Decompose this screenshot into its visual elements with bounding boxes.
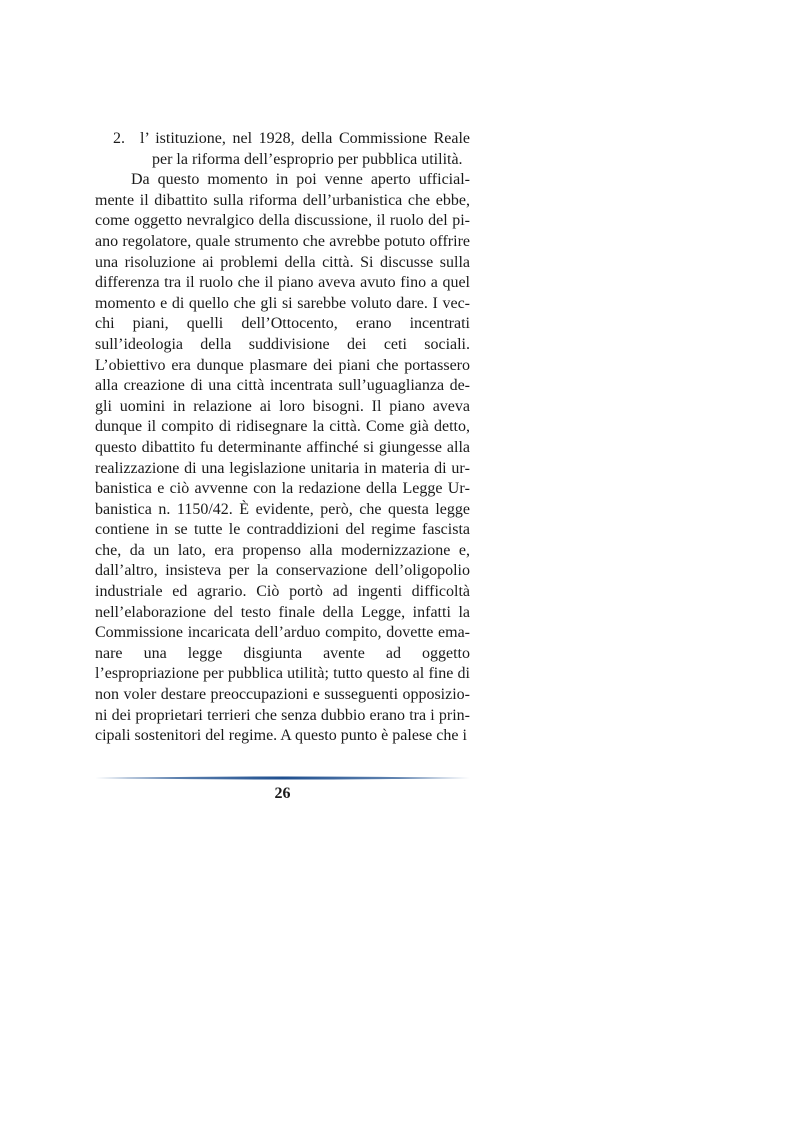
body-text [95, 129, 470, 747]
page-number: 26 [274, 785, 291, 802]
list-item [95, 129, 470, 170]
footer-rule [95, 775, 470, 781]
list-item-text [140, 129, 470, 170]
list-item-line-1: l’ istituzione, nel 1928, della Commissione Reale [140, 130, 470, 147]
body-paragraph: Da questo momento in poi venne aperto ufficialmente il dibattito sulla riforma dell’urbanistica che ebbe, come oggetto nevralgico della discussione, il ruolo del piano regolatore, quale strumento che avrebbe potuto offrire una risoluzione ai problemi della città. Si discusse sulla differenza tra il ruolo che il piano aveva avuto fino a quel momento e di quello che gli si sarebbe voluto dare. I vecchi piani, quelli dell’Ottocento, erano incentrati sull’ideologia della suddivisione dei ceti sociali. L’obiettivo era dunque plasmare dei piani che portassero alla creazione di una città incentrata sull’uguaglianza degli uomini in relazione ai loro bisogni. Il piano aveva dunque il compito di ridisegnare la città. Come già detto, questo dibattito fu determinante affinché si giungesse alla realizzazione di una legislazione unitaria in materia di urbanistica e ciò avvenne con la redazione della Legge Urbanistica n. 1150/42. È evidente, però, che questa legge contiene in se tutte le contraddizioni del regime fascista che, da un lato, era propenso alla modernizzazione e, dall’altro, insisteva per la conservazione dell’oligopolio industriale ed agrario. Ciò portò ad ingenti difficoltà nell’elaborazione del testo finale della Legge, infatti la Commissione incaricata dell’arduo compito, dovette emanare una legge disgiunta avente ad oggetto l’espropriazione per pubblica utilità; tutto questo al fine di non voler destare preoccupazioni e susseguenti opposizioni dei proprietari terrieri che senza dubbio erano tra i principali sostenitori del regime. A questo punto è palese che i [95, 171, 470, 745]
list-item-line-2: per la riforma dell’esproprio per pubblica utilità. [152, 150, 463, 168]
list-item-number: 2. [113, 130, 125, 147]
